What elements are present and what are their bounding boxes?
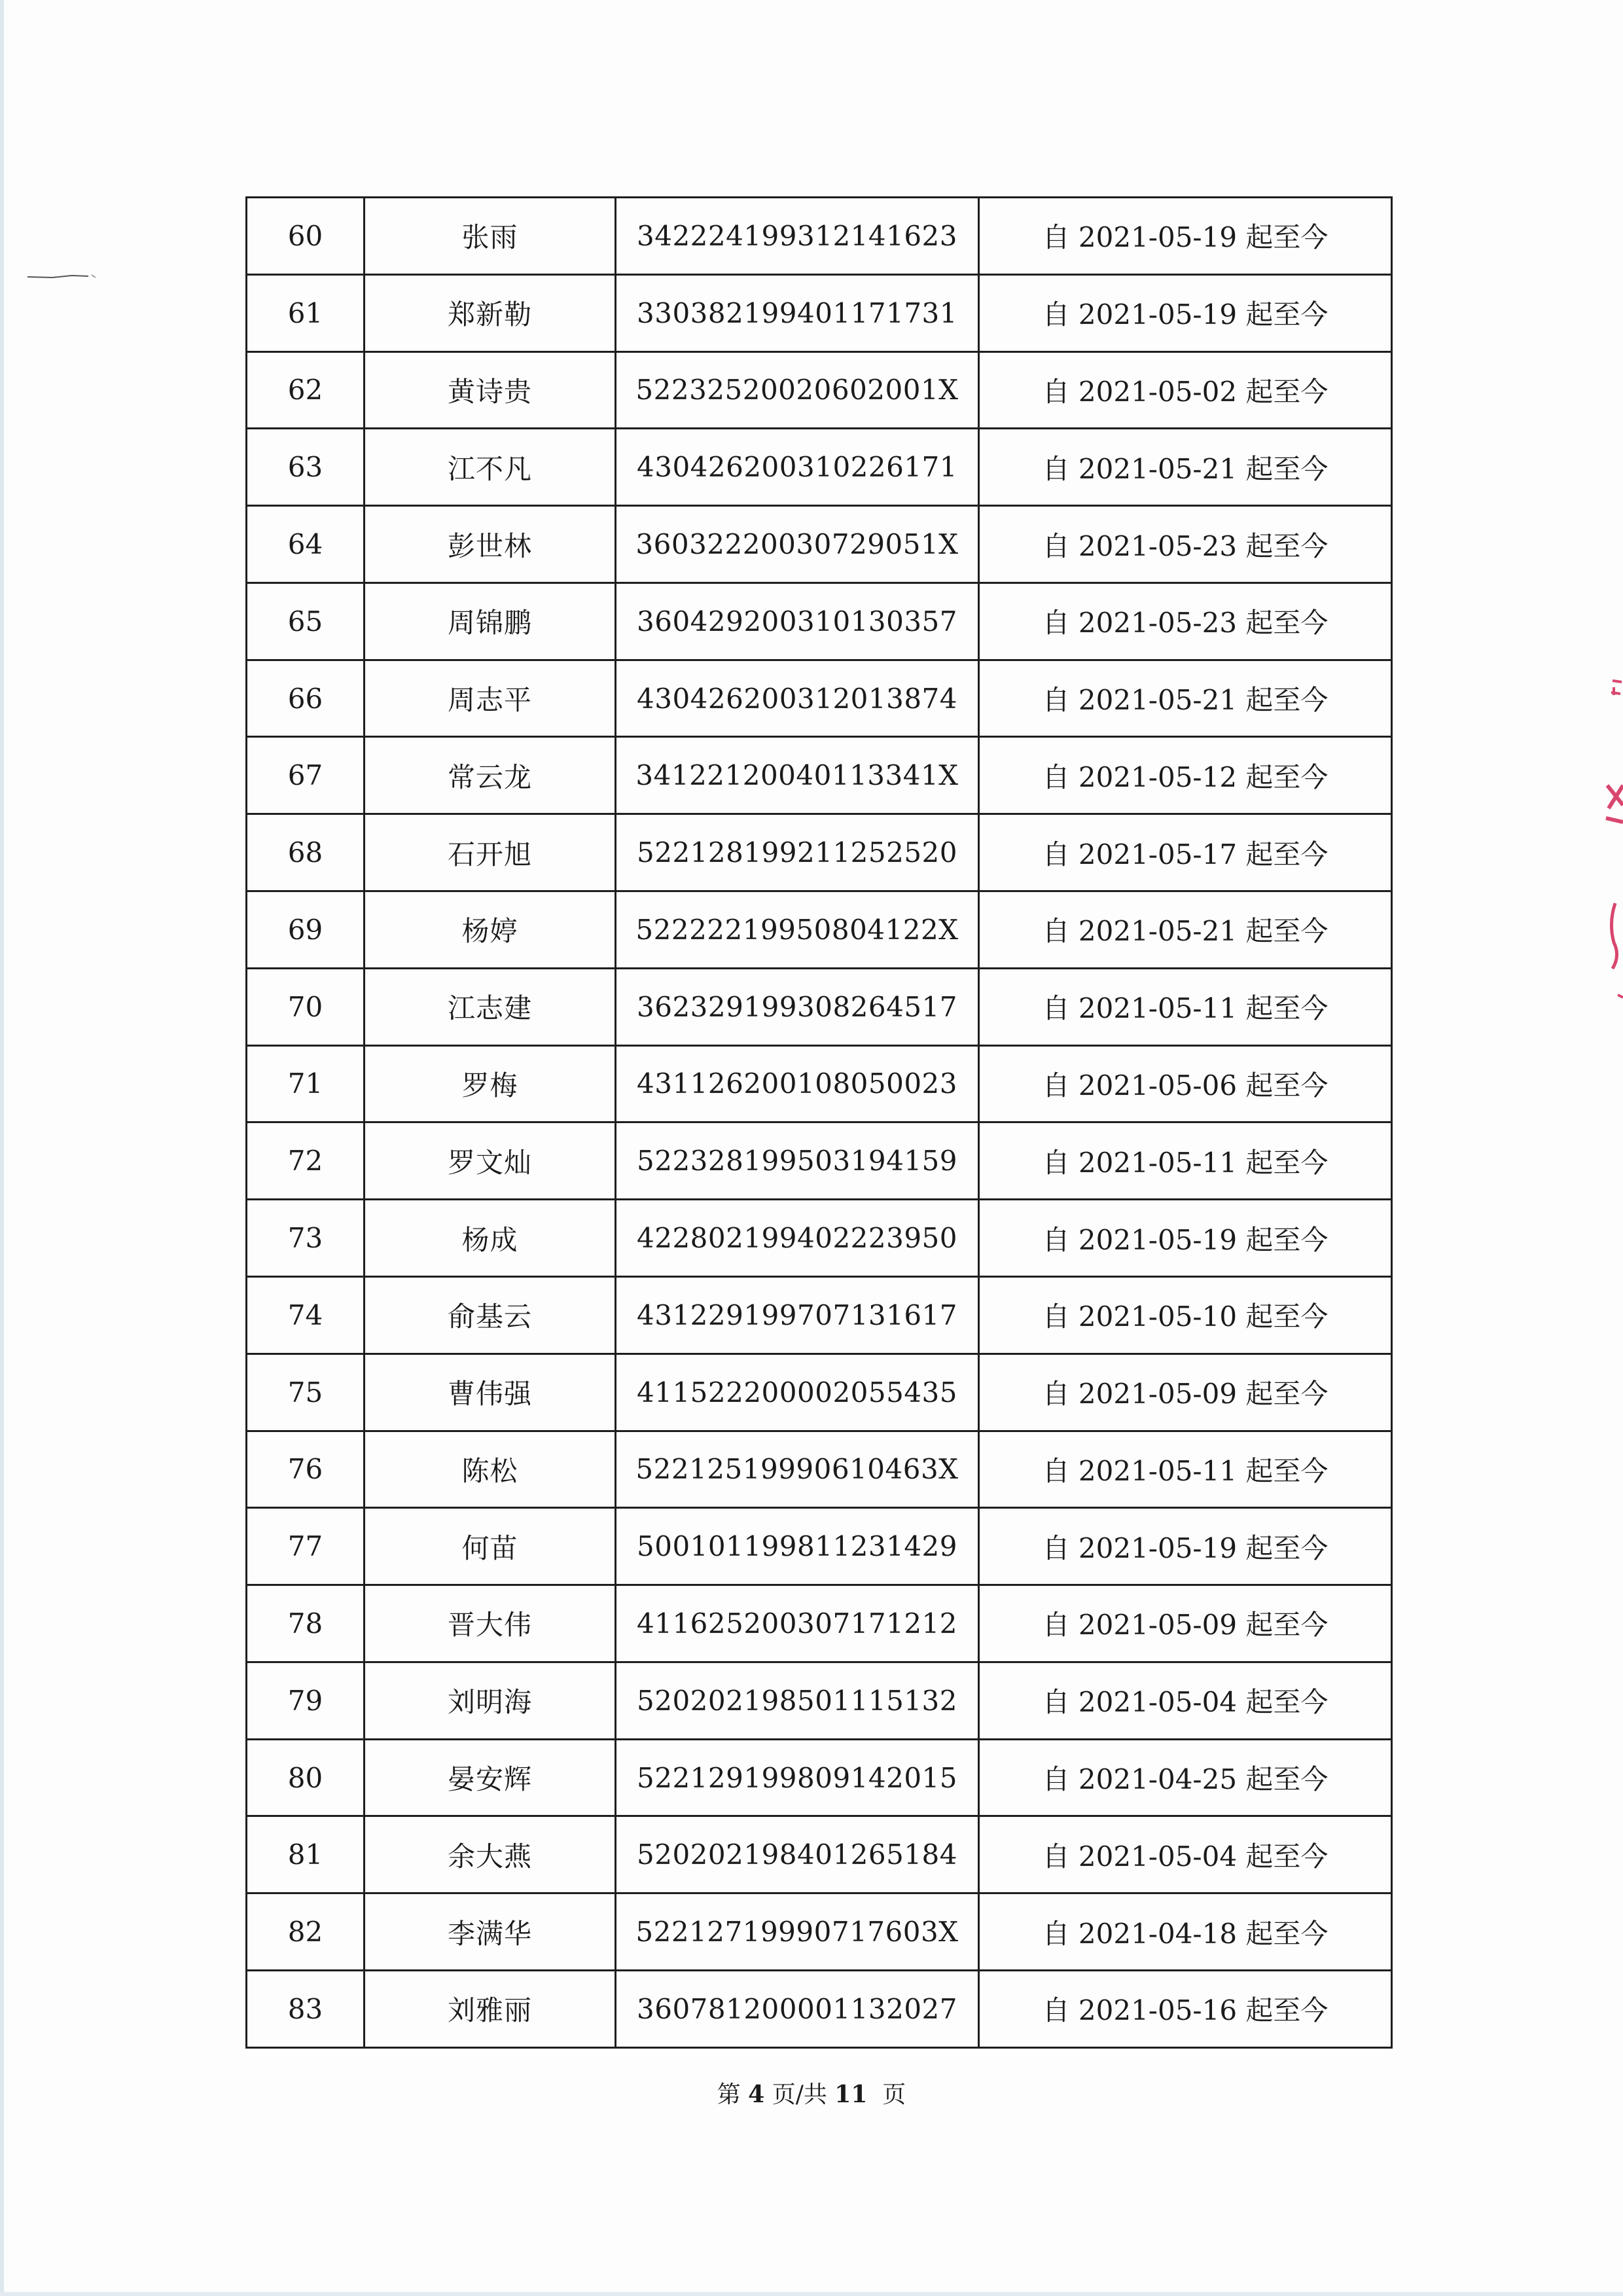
table-row <box>247 429 1392 506</box>
person-name: 刘明海 <box>365 1662 616 1739</box>
id-number: 431229199707131617 <box>616 1276 979 1354</box>
row-number: 82 <box>247 1893 365 1971</box>
employment-period: 自 2021-05-17 起至今 <box>979 814 1392 891</box>
person-name: 晏安辉 <box>365 1739 616 1816</box>
id-number: 520202198501115132 <box>616 1662 979 1739</box>
row-number: 73 <box>247 1200 365 1277</box>
employment-period: 自 2021-05-19 起至今 <box>979 1200 1392 1277</box>
footer-page-number: 4 <box>748 2081 765 2108</box>
page-footer <box>0 2076 1623 2109</box>
id-number: 500101199811231429 <box>616 1508 979 1585</box>
employment-period: 自 2021-05-11 起至今 <box>979 968 1392 1045</box>
person-name: 周志平 <box>365 660 616 737</box>
person-name: 何苗 <box>365 1508 616 1585</box>
id-number: 360781200001132027 <box>616 1970 979 2047</box>
person-name: 周锦鹏 <box>365 583 616 660</box>
row-number: 80 <box>247 1739 365 1816</box>
id-number: 522128199211252520 <box>616 814 979 891</box>
person-name: 晋大伟 <box>365 1585 616 1662</box>
table-row <box>247 891 1392 969</box>
row-number: 71 <box>247 1045 365 1122</box>
row-number: 75 <box>247 1354 365 1431</box>
table-row <box>247 1585 1392 1662</box>
table-row <box>247 1662 1392 1739</box>
employment-period: 自 2021-05-02 起至今 <box>979 351 1392 429</box>
id-number: 36032220030729051X <box>616 506 979 583</box>
id-number: 522328199503194159 <box>616 1122 979 1200</box>
employment-period: 自 2021-05-19 起至今 <box>979 1508 1392 1585</box>
table-row <box>247 351 1392 429</box>
id-number: 411522200002055435 <box>616 1354 979 1431</box>
employment-period: 自 2021-05-11 起至今 <box>979 1122 1392 1200</box>
row-number: 67 <box>247 737 365 814</box>
id-number: 52222219950804122X <box>616 891 979 969</box>
id-number: 34122120040113341X <box>616 737 979 814</box>
row-number: 81 <box>247 1816 365 1893</box>
table-row <box>247 1816 1392 1893</box>
person-name: 郑新勒 <box>365 274 616 351</box>
employment-period: 自 2021-04-25 起至今 <box>979 1739 1392 1816</box>
employment-period: 自 2021-05-19 起至今 <box>979 198 1392 275</box>
employment-period: 自 2021-05-23 起至今 <box>979 583 1392 660</box>
table-row <box>247 737 1392 814</box>
employment-period: 自 2021-05-04 起至今 <box>979 1816 1392 1893</box>
employment-period: 自 2021-05-21 起至今 <box>979 660 1392 737</box>
id-number: 342224199312141623 <box>616 198 979 275</box>
person-name: 常云龙 <box>365 737 616 814</box>
id-number: 52212719990717603X <box>616 1893 979 1971</box>
employment-period: 自 2021-05-09 起至今 <box>979 1354 1392 1431</box>
row-number: 78 <box>247 1585 365 1662</box>
seal-stamp-fragment <box>1603 668 1623 1008</box>
row-number: 69 <box>247 891 365 969</box>
employment-period: 自 2021-05-06 起至今 <box>979 1045 1392 1122</box>
person-name: 曹伟强 <box>365 1354 616 1431</box>
table-row <box>247 274 1392 351</box>
table-row <box>247 814 1392 891</box>
person-name: 刘雅丽 <box>365 1970 616 2047</box>
person-name: 江不凡 <box>365 429 616 506</box>
id-number: 411625200307171212 <box>616 1585 979 1662</box>
table-row <box>247 1508 1392 1585</box>
id-number: 522129199809142015 <box>616 1739 979 1816</box>
person-name: 杨成 <box>365 1200 616 1277</box>
employment-period: 自 2021-05-23 起至今 <box>979 506 1392 583</box>
employment-period: 自 2021-05-21 起至今 <box>979 429 1392 506</box>
row-number: 77 <box>247 1508 365 1585</box>
person-name: 黄诗贵 <box>365 351 616 429</box>
table-row <box>247 1354 1392 1431</box>
footer-middle: 页/共 <box>772 2081 827 2108</box>
person-name: 俞基云 <box>365 1276 616 1354</box>
employment-period: 自 2021-05-16 起至今 <box>979 1970 1392 2047</box>
row-number: 76 <box>247 1431 365 1508</box>
footer-total-pages: 11 <box>834 2081 868 2108</box>
person-name: 陈松 <box>365 1431 616 1508</box>
employment-period: 自 2021-05-11 起至今 <box>979 1431 1392 1508</box>
employment-period: 自 2021-05-12 起至今 <box>979 737 1392 814</box>
id-number: 422802199402223950 <box>616 1200 979 1277</box>
table-row <box>247 583 1392 660</box>
table-row <box>247 1200 1392 1277</box>
table-row <box>247 1970 1392 2047</box>
person-name: 余大燕 <box>365 1816 616 1893</box>
table-row <box>247 1276 1392 1354</box>
row-number: 65 <box>247 583 365 660</box>
row-number: 72 <box>247 1122 365 1200</box>
person-name: 李满华 <box>365 1893 616 1971</box>
table-row <box>247 1893 1392 1971</box>
employment-period: 自 2021-05-04 起至今 <box>979 1662 1392 1739</box>
table-row <box>247 1431 1392 1508</box>
id-number: 430426200312013874 <box>616 660 979 737</box>
table-row <box>247 968 1392 1045</box>
employment-period: 自 2021-05-09 起至今 <box>979 1585 1392 1662</box>
table-row <box>247 198 1392 275</box>
person-name: 杨婷 <box>365 891 616 969</box>
scan-artifact <box>26 274 98 279</box>
employment-period: 自 2021-05-19 起至今 <box>979 274 1392 351</box>
person-name: 罗梅 <box>365 1045 616 1122</box>
row-number: 66 <box>247 660 365 737</box>
row-number: 70 <box>247 968 365 1045</box>
row-number: 62 <box>247 351 365 429</box>
row-number: 74 <box>247 1276 365 1354</box>
id-number: 362329199308264517 <box>616 968 979 1045</box>
table-row <box>247 506 1392 583</box>
row-number: 64 <box>247 506 365 583</box>
id-number: 360429200310130357 <box>616 583 979 660</box>
employment-period: 自 2021-04-18 起至今 <box>979 1893 1392 1971</box>
row-number: 68 <box>247 814 365 891</box>
roster-table <box>245 196 1393 2049</box>
row-number: 61 <box>247 274 365 351</box>
person-name: 江志建 <box>365 968 616 1045</box>
employment-period: 自 2021-05-21 起至今 <box>979 891 1392 969</box>
table-row <box>247 660 1392 737</box>
page-edge <box>0 0 4 2296</box>
page-edge-bottom <box>0 2292 1623 2296</box>
person-name: 张雨 <box>365 198 616 275</box>
row-number: 83 <box>247 1970 365 2047</box>
id-number: 430426200310226171 <box>616 429 979 506</box>
table-row <box>247 1045 1392 1122</box>
table-row <box>247 1122 1392 1200</box>
id-number: 330382199401171731 <box>616 274 979 351</box>
person-name: 彭世林 <box>365 506 616 583</box>
person-name: 石开旭 <box>365 814 616 891</box>
table-row <box>247 1739 1392 1816</box>
id-number: 52212519990610463X <box>616 1431 979 1508</box>
id-number: 520202198401265184 <box>616 1816 979 1893</box>
row-number: 79 <box>247 1662 365 1739</box>
row-number: 60 <box>247 198 365 275</box>
employment-period: 自 2021-05-10 起至今 <box>979 1276 1392 1354</box>
roster-body <box>247 198 1392 2048</box>
id-number: 52232520020602001X <box>616 351 979 429</box>
person-name: 罗文灿 <box>365 1122 616 1200</box>
id-number: 431126200108050023 <box>616 1045 979 1122</box>
footer-suffix: 页 <box>882 2081 906 2108</box>
footer-prefix: 第 <box>717 2081 741 2108</box>
row-number: 63 <box>247 429 365 506</box>
